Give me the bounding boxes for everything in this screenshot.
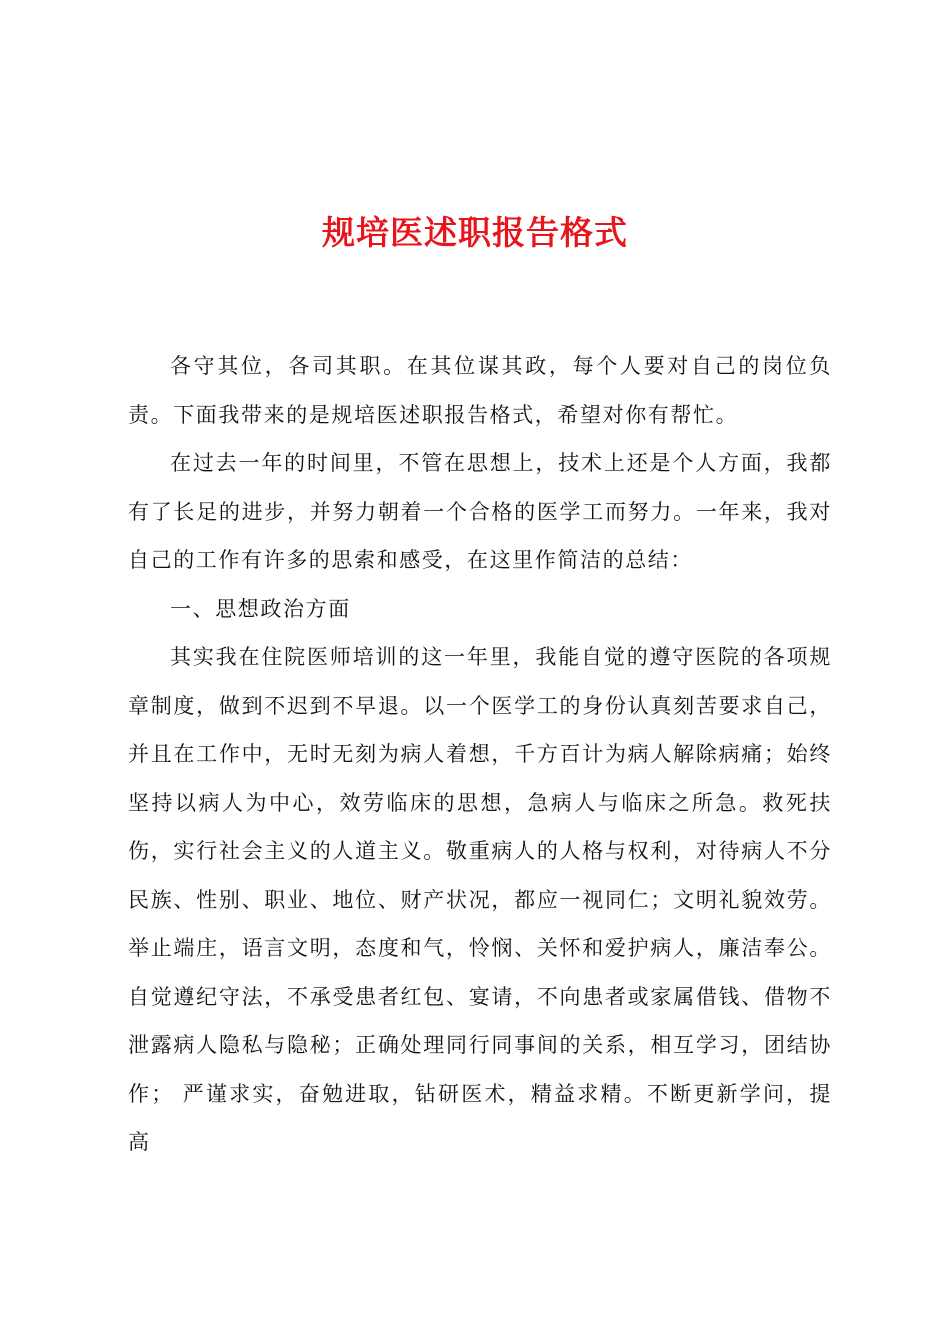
paragraph-intro: 各守其位，各司其职。在其位谋其政，每个人要对自己的岗位负责。下面我带来的是规培医述职报告格式，希望对你有帮忙。 bbox=[128, 354, 832, 427]
document-title: 规培医述职报告格式 bbox=[322, 213, 628, 252]
document-body bbox=[128, 342, 832, 1167]
paragraph-overview: 在过去一年的时间里，不管在思想上，技术上还是个人方面，我都有了长足的进步，并努力朝着一个合格的医学工而努力。一年来，我对自己的工作有许多的思索和感受，在这里作简洁的总结： bbox=[128, 451, 832, 572]
section-heading-ideology: 一、思想政治方面 bbox=[170, 596, 351, 621]
paragraph-ideology: 其实我在住院医师培训的这一年里，我能自觉的遵守医院的各项规章制度，做到不迟到不早退。以一个医学工的身份认真刻苦要求自己，并且在工作中，无时无刻为病人着想，千方百计为病人解除病痛；始终坚持以病人为中心，效劳临床的思想，急病人与临床之所急。救死扶伤，实行社会主义的人道主义。敬重病人的人格与权利，对待病人不分民族、性别、职业、地位、财产状况，都应一视同仁；文明礼貌效劳。举止端庄，语言文明，态度和气，怜悯、关怀和爱护病人，廉洁奉公。自觉遵纪守法，不承受患者红包、宴请，不向患者或家属借钱、借物不泄露病人隐私与隐秘；正确处理同行同事间的关系，相互学习，团结协作； 严谨求实，奋勉进取，钻研医术，精益求精。不断更新学问，提高 bbox=[128, 645, 832, 1154]
